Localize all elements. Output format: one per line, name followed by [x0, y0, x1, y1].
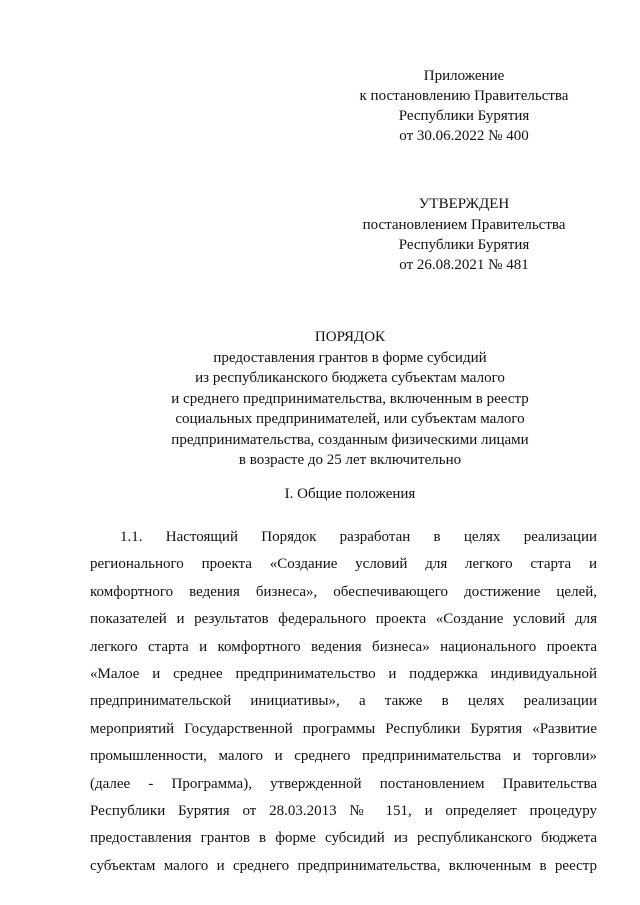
appendix-line: к постановлению Правительства — [359, 88, 569, 104]
paragraph-line: легкого старта и комфортного ведения бизнеса» национального проекта — [90, 638, 597, 655]
paragraph-line: промышленности, малого и среднего предпринимательства и торговли» — [90, 748, 597, 765]
paragraph-1-1 — [90, 524, 597, 880]
title-line: предпринимательства, созданным физическими лицами — [171, 431, 529, 448]
paragraph-line: «Малое и среднее предпринимательство и поддержка индивидуальной — [90, 665, 597, 682]
document-title — [90, 327, 610, 471]
title-line: и среднего предпринимательства, включенным в реестр — [171, 390, 529, 407]
title-heading: ПОРЯДОК — [314, 329, 386, 345]
title-line: предоставления грантов в форме субсидий — [213, 349, 487, 366]
paragraph-line: комфортного ведения бизнеса», обеспечивающего достижение целей, — [90, 583, 597, 600]
appendix-line: от 30.06.2022 № 400 — [399, 128, 529, 144]
paragraph-line: 1.1. Настоящий Порядок разработан в целях реализации — [120, 529, 597, 545]
paragraph-line: Республики Бурятия от 28.03.2013 № 151, и определяет процедуру — [90, 802, 597, 819]
paragraph-line: предпринимательской инициативы», а также в целях реализации — [90, 693, 597, 710]
paragraph-line: показателей и результатов федерального проекта «Создание условий для — [90, 611, 597, 628]
approved-line: от 26.08.2021 № 481 — [399, 257, 529, 273]
paragraph-line: субъектам малого и среднего предпринимательства, включенным в реестр — [90, 857, 597, 874]
title-line: в возрасте до 25 лет включительно — [238, 452, 462, 468]
approved-block — [334, 194, 594, 275]
paragraph-line: регионального проекта «Создание условий для легкого старта и — [90, 556, 597, 573]
approved-line: Республики Бурятия — [398, 237, 530, 253]
section-heading: I. Общие положения — [284, 486, 416, 502]
appendix-line: Приложение — [423, 68, 505, 84]
appendix-block — [334, 66, 594, 146]
title-line: социальных предпринимателей, или субъектам малого — [175, 411, 525, 427]
approved-line: постановлением Правительства — [362, 217, 566, 233]
appendix-line: Республики Бурятия — [398, 108, 530, 124]
title-line: из республиканского бюджета субъектам малого — [195, 370, 505, 386]
paragraph-line: предоставления грантов в форме субсидий из республиканского бюджета — [90, 830, 597, 847]
paragraph-line: (далее - Программа), утвержденной постановлением Правительства — [90, 775, 597, 792]
approved-heading: УТВЕРЖДЕН — [418, 196, 510, 212]
paragraph-line: мероприятий Государственной программы Республики Бурятия «Развитие — [90, 720, 597, 737]
